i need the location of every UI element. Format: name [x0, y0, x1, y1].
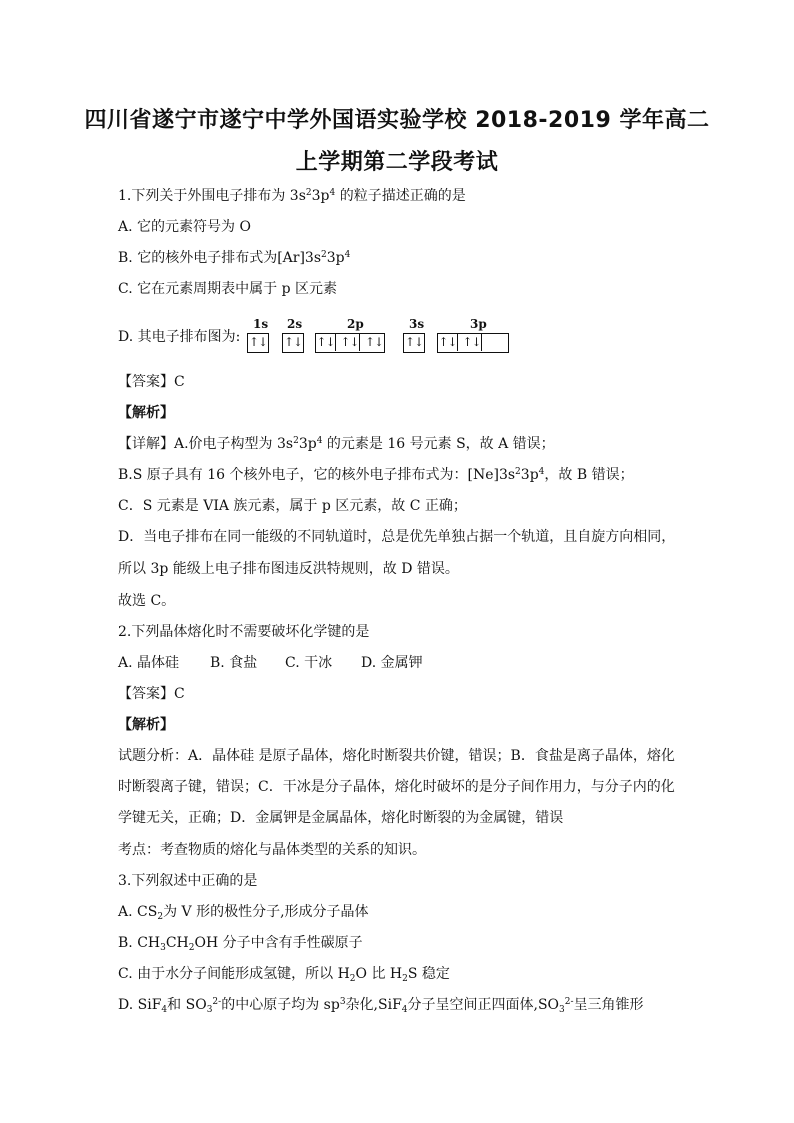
orbital-box: ↑↓: [404, 335, 424, 349]
q1-option-a: A. 它的元素符号为 O: [118, 219, 251, 235]
q3-option-b: B. $CH_3CH_2OH$ 分子中含有手性碳原子: [118, 935, 363, 953]
orbital-label-2s: 2s: [287, 317, 303, 331]
document-title-line1: 四川省遂宁市遂宁中学外国语实验学校 2018-2019 学年高二: [84, 108, 710, 133]
q1-detail-b: B.S 原子具有 16 个核外电子，它的核外电子排布式为：$[Ne]3s^23p^4$，故 B 错误；: [118, 467, 634, 483]
orbital-box: ↑↓: [340, 335, 359, 349]
orbital-box: ↑↓: [248, 335, 268, 349]
orbital-label-3s: 3s: [409, 317, 425, 331]
orbital-box: ↑↓: [316, 335, 335, 349]
q2-option-b: B. 食盐: [210, 655, 258, 671]
q3-option-a: A. $CS_2$为 V 形的极性分子,形成分子晶体: [118, 904, 369, 922]
orbital-box: ↑↓: [283, 335, 303, 349]
q1-analysis-heading: 【解析】: [118, 405, 174, 421]
q1-option-c: C. 它在元素周期表中属于 p 区元素: [118, 281, 337, 297]
orbital-group-2p: [315, 333, 385, 353]
q1-answer: 【答案】C: [118, 374, 185, 390]
orbital-group-3s: [403, 333, 425, 353]
orbital-label-2p: 2p: [347, 317, 364, 331]
q3-option-c: C. 由于水分子间能形成氢键，所以 $H_2O$ 比 $H_2S$ 稳定: [118, 966, 450, 984]
q2-explanation-line2: 时断裂离子键，错误；C．干冰是分子晶体，熔化时破坏的是分子间作用力，与分子内的化: [118, 779, 675, 795]
q2-option-c: C. 干冰: [285, 655, 333, 671]
orbital-label-1s: 1s: [253, 317, 269, 331]
q2-explanation-line3: 学键无关，正确；D．金属钾是金属晶体，熔化时断裂的为金属键，错误: [118, 810, 564, 826]
orbital-box: ↑↓: [438, 335, 457, 349]
q2-stem: 2.下列晶体熔化时不需要破坏化学键的是: [118, 624, 370, 640]
q1-option-b: B. 它的核外电子排布式为$[Ar]3s^23p^4$: [118, 250, 351, 266]
q1-stem: 1.下列关于外围电子排布为 $3s^23p^4$ 的粒子描述正确的是: [118, 188, 466, 204]
q1-conclusion: 故选 C。: [118, 593, 176, 609]
q3-option-d: D. SiF$_4$和 $SO_3^{2-}$的中心原子均为 $sp^3$杂化,SiF$_4$分子呈空间正四面体$,SO_3^{2-}$呈三角锥形: [118, 997, 644, 1015]
orbital-group-2s: [282, 333, 304, 353]
orbital-box-empty: [486, 334, 508, 351]
orbital-group-3p: [437, 333, 509, 353]
q2-options: [118, 654, 423, 672]
orbital-box: ↑↓: [364, 335, 384, 349]
q2-option-a: A. 晶体硅: [118, 655, 180, 671]
orbital-group-1s: [247, 333, 269, 353]
q2-answer: 【答案】C: [118, 686, 185, 702]
orbital-box: ↑↓: [462, 335, 481, 349]
q1-detail-d-line1: D．当电子排布在同一能级的不同轨道时，总是优先单独占据一个轨道，且自旋方向相同，: [118, 529, 676, 545]
q1-detail-c: C．S 元素是 VIA 族元素，属于 p 区元素，故 C 正确；: [118, 498, 467, 514]
q2-option-d: D. 金属钾: [361, 655, 423, 671]
q2-knowledge-point: 考点：考查物质的熔化与晶体类型的关系的知识。: [118, 842, 426, 858]
q2-analysis-heading: 【解析】: [118, 717, 174, 733]
q1-detail-d-line2: 所以 3p 能级上电子排布图违反洪特规则，故 D 错误。: [118, 561, 459, 577]
q1-option-d: D. 其电子排布图为:: [118, 329, 241, 345]
document-title-line2: 上学期第二学段考试: [295, 150, 499, 175]
q1-detail-a: 【详解】A.价电子构型为 $3s^23p^4$ 的元素是 16 号元素 S，故 A 错误；: [118, 436, 555, 452]
orbital-label-3p: 3p: [470, 317, 487, 331]
q3-stem: 3.下列叙述中正确的是: [118, 873, 258, 889]
q2-explanation-line1: 试题分析：A．晶体硅 是原子晶体，熔化时断裂共价键，错误；B．食盐是离子晶体，熔化: [118, 748, 675, 764]
